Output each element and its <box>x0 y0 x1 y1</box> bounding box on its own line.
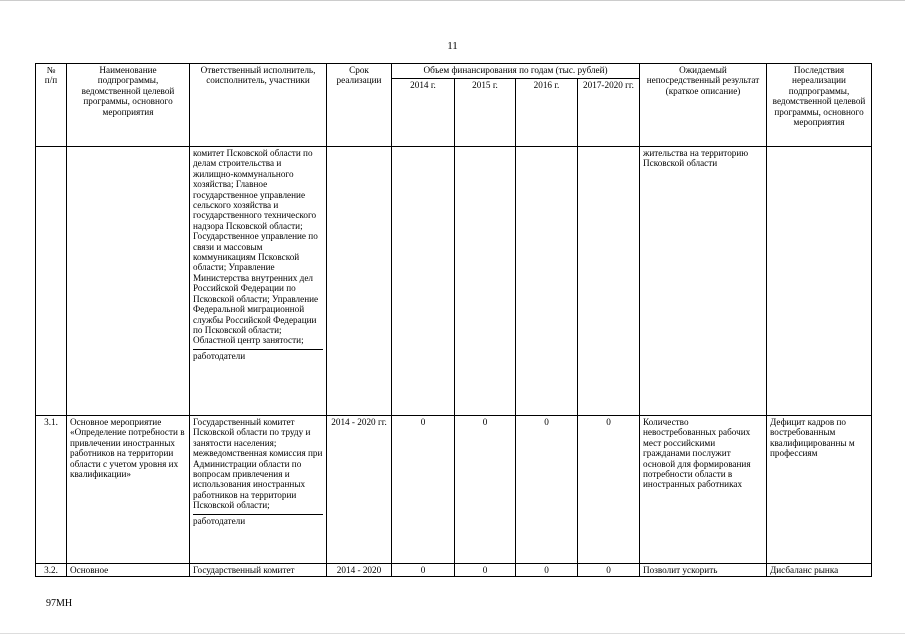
row-consequences: Дефицит кадров по востребованным квалифицированны м профессиям <box>767 416 872 564</box>
row-responsible: Государственный комитет <box>190 564 327 577</box>
header-row-1 <box>36 64 872 79</box>
row-responsible-text: комитет Псковской области по делам строительства и жилищно-коммунального хозяйства; Главное государственное управление сельского хозяйства и государственного технического надзора Псковской области; Государственное управление по связи и массовым коммуникациям Псковской области; Управление Министерства внутренних дел Российской Федерации по Псковской области; Управление Федеральной миграционной службы Российской Федерации по Псковской области; Областной центр занятости; <box>193 148 319 346</box>
scan-bottom-edge <box>0 633 905 634</box>
header-2014: 2014 г. <box>392 79 455 147</box>
program-table <box>35 63 872 577</box>
row-2016: 0 <box>516 416 578 564</box>
row-num: 3.2. <box>36 564 67 577</box>
row-expected: жительства на территорию Псковской области <box>640 147 767 416</box>
row-2015 <box>455 147 516 416</box>
row-term: 2014 - 2020 гг. <box>327 416 392 564</box>
header-expected: Ожидаемый непосредственный результат (краткое описание) <box>640 64 767 147</box>
row-2015: 0 <box>455 564 516 577</box>
row-2015: 0 <box>455 416 516 564</box>
row-2016: 0 <box>516 564 578 577</box>
scan-top-edge <box>0 0 905 1</box>
row-2014: 0 <box>392 564 455 577</box>
header-consequences: Последствия нереализации подпрограммы, ведомственной целевой программы, основного мероприятия <box>767 64 872 147</box>
row-name: Основное <box>67 564 190 577</box>
row-num <box>36 147 67 416</box>
row-responsible <box>190 147 327 416</box>
header-financing: Объем финансирования по годам (тыс. рублей) <box>392 64 640 79</box>
row-2014: 0 <box>392 416 455 564</box>
row-name <box>67 147 190 416</box>
row-2017-2020: 0 <box>578 564 640 577</box>
row-consequences <box>767 147 872 416</box>
row-consequences: Дисбаланс рынка <box>767 564 872 577</box>
header-num: № п/п <box>36 64 67 147</box>
row-responsible <box>190 416 327 564</box>
row-term: 2014 - 2020 <box>327 564 392 577</box>
row-2017-2020 <box>578 147 640 416</box>
row-expected: Количество невостребованных рабочих мест российскими гражданами послужит основой для формирования потребности области в иностранных работниках <box>640 416 767 564</box>
header-responsible: Ответственный исполнитель, соисполнитель, участники <box>190 64 327 147</box>
row-num: 3.1. <box>36 416 67 564</box>
row-2016 <box>516 147 578 416</box>
header-name: Наименование подпрограммы, ведомственной целевой программы, основного мероприятия <box>67 64 190 147</box>
row-term <box>327 147 392 416</box>
row-2017-2020: 0 <box>578 416 640 564</box>
row-name: Основное мероприятие «Определение потребности в привлечении иностранных работников на территории области с учетом уровня их квалификации» <box>67 416 190 564</box>
table-row <box>36 564 872 577</box>
header-2015: 2015 г. <box>455 79 516 147</box>
header-term: Срок реализации <box>327 64 392 147</box>
row-responsible-extra: работодатели <box>193 349 323 361</box>
header-2017-2020: 2017-2020 гг. <box>578 79 640 147</box>
row-2014 <box>392 147 455 416</box>
table-row <box>36 147 872 416</box>
page-number: 11 <box>447 40 458 52</box>
table-row <box>36 416 872 564</box>
row-expected: Позволит ускорить <box>640 564 767 577</box>
row-responsible-text: Государственный комитет Псковской области по труду и занятости населения; межведомственная комиссия при Администрации области по вопросам привлечения и использования иностранных работников на территории Псковской области; <box>193 417 323 511</box>
header-2016: 2016 г. <box>516 79 578 147</box>
row-responsible-extra: работодатели <box>193 514 323 526</box>
footer-code: 97МН <box>46 598 73 609</box>
